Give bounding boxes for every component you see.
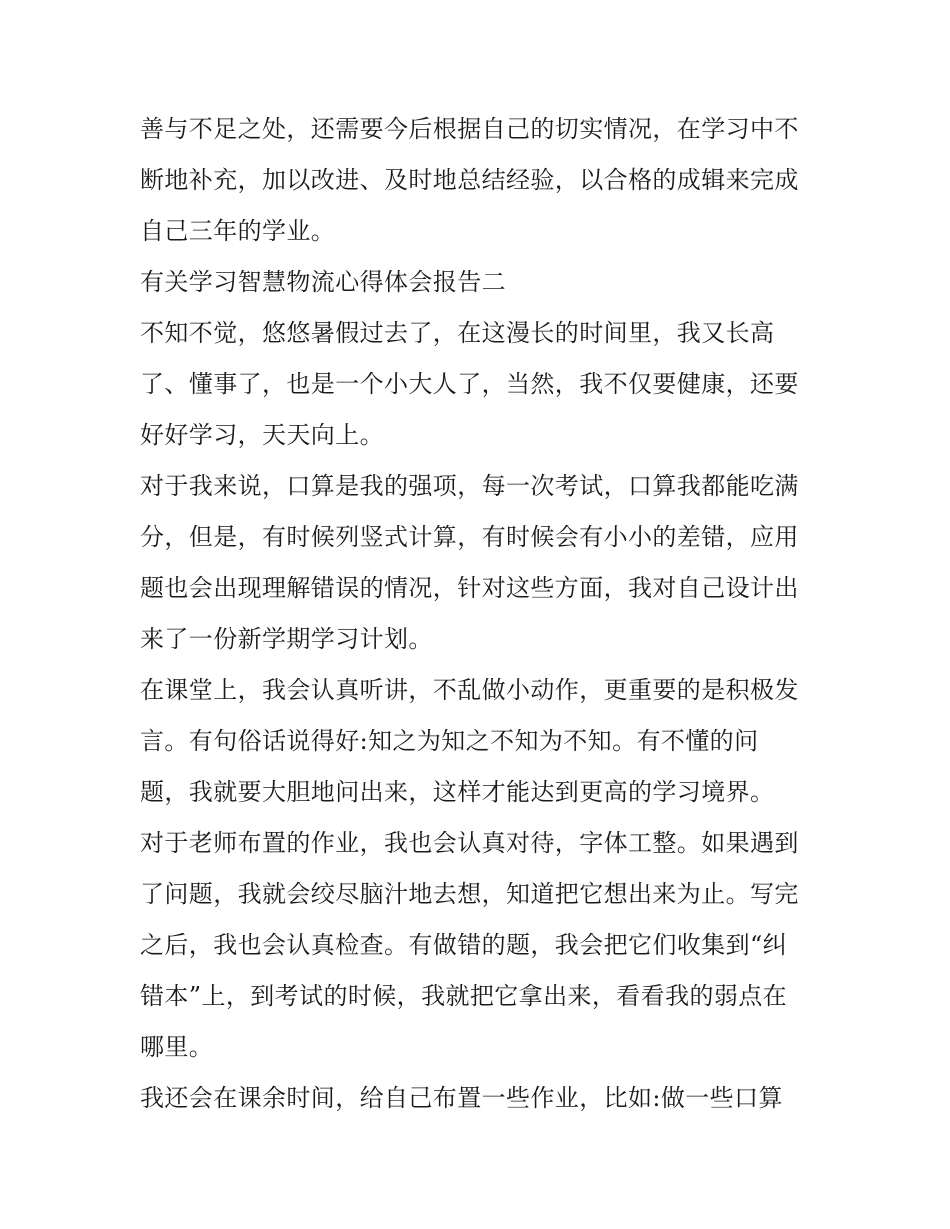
text-line: 哪里。 [140,1033,214,1061]
text-line: 题也会出现理解错误的情况，针对这些方面，我对自己设计出 [140,574,799,602]
text-line: 对于老师布置的作业，我也会认真对待，字体工整。如果遇到 [140,829,799,857]
text-line: 来了一份新学期学习计划。 [140,625,433,653]
text-line: 错本”上，到考试的时候，我就把它拿出来，看看我的弱点在 [140,982,788,1010]
document-body [140,104,820,1124]
text-line: 了问题，我就会绞尽脑汁地去想，知道把它想出来为止。写完 [140,880,799,908]
text-line: 不知不觉，悠悠暑假过去了，在这漫长的时间里，我又长高 [140,319,775,347]
text-line: 在课堂上，我会认真听讲，不乱做小动作，更重要的是积极发 [140,676,799,704]
text-line: 对于我来说，口算是我的强项，每一次考试，口算我都能吃满 [140,472,799,500]
text-line: 我还会在课余时间，给自己布置一些作业，比如:做一些口算 [140,1084,783,1112]
text-line: 自己三年的学业。 [140,217,336,245]
text-line: 好好学习，天天向上。 [140,421,384,449]
text-line: 题，我就要大胆地问出来，这样才能达到更高的学习境界。 [140,778,775,806]
text-line: 言。有句俗话说得好:知之为知之不知为不知。有不懂的问 [140,727,759,755]
section-heading: 有关学习智慧物流心得体会报告二 [140,268,506,296]
text-line: 之后，我也会认真检查。有做错的题，我会把它们收集到“纠 [140,931,788,959]
text-line: 善与不足之处，还需要今后根据自己的切实情况，在学习中不 [140,115,799,143]
text-line: 断地补充，加以改进、及时地总结经验，以合格的成辑来完成 [140,166,799,194]
text-line: 分，但是，有时候列竖式计算，有时候会有小小的差错，应用 [140,523,799,551]
text-line: 了、懂事了，也是一个小大人了，当然，我不仅要健康，还要 [140,370,799,398]
